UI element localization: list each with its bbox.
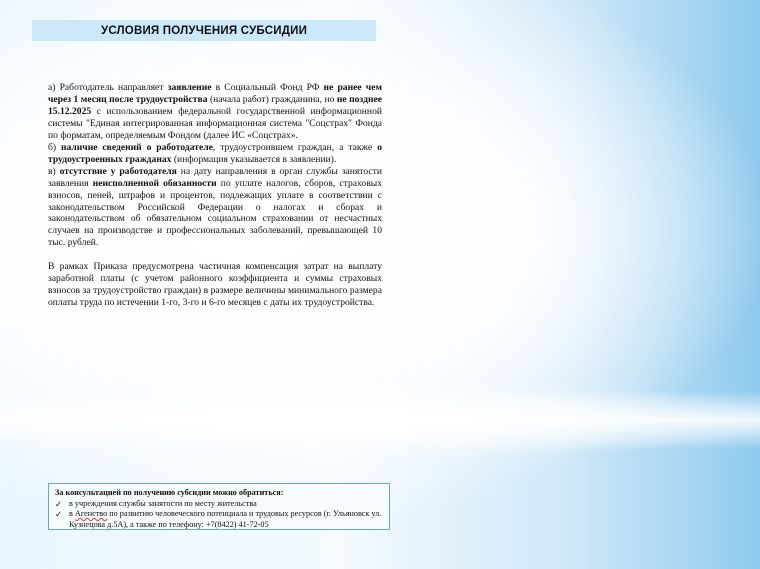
spellcheck-underlined-word: Агенство [74,509,108,518]
condition-c-text-1: на дату направления в орган службы занятости заявления [48,165,382,189]
title-banner [32,20,376,41]
condition-c-prefix: в) [48,165,60,177]
condition-b-bold-2: о трудоустроенных гражданах [48,141,382,165]
condition-a-bold-1: заявление [167,82,212,93]
list-item [55,509,383,530]
condition-b [48,142,382,166]
condition-a [48,82,382,142]
condition-a-text-2: (начала работ) гражданина, но [207,93,337,105]
condition-b-prefix: б) [48,141,61,153]
condition-a-text-1: в Социальный Фонд РФ [211,82,324,93]
background-light-band [0,390,760,450]
consultation-item-lead: в [69,509,75,518]
check-icon: ✓ [55,498,63,509]
consultation-list [55,499,383,531]
check-icon: ✓ [55,509,63,519]
condition-a-bold-2: не ранее чем через 1 месяц после трудоустройства [48,82,382,105]
compensation-paragraph: В рамках Приказа предусмотрена частичная компенсация затрат на выплату заработной платы (с учетом районного коэффициента и суммы страховых взносов за трудоустройство граждан) в размере величины минимального размера оплаты труда по истечении 1-го, 3-го и 6-го месяцев с даты их трудоустройства. [48,261,382,309]
condition-b-text-1: , трудоустроившем граждан, а также [212,141,378,153]
consultation-heading: За консультацией по получению субсидии можно обратиться: [55,488,284,497]
conditions-text [48,82,382,309]
page-title: УСЛОВИЯ ПОЛУЧЕНИЯ СУБСИДИИ [100,24,308,37]
condition-c-bold-1: отсутствие у работодателя [59,165,177,177]
condition-a-text-3: с использованием федеральной государственной информационной системы "Единая интегрированная информационная система "Соцстрах" Фонда по форматам, определяемым Фондом (далее ИС «Соцстрах». [48,105,382,141]
consultation-box [48,483,390,530]
consultation-item-text: в учреждения службы занятости по месту жительства [69,498,257,508]
list-item [55,499,383,510]
condition-b-text-2: (информация указывается в заявлении). [171,153,337,165]
condition-c [48,166,382,250]
consultation-item-text: по развитию человеческого потенциала и трудовых ресурсов (г. Ульяновск ул. Кузнецова д.5А), а также по телефону: +7(8422) 41-72-05 [69,509,382,529]
condition-b-bold-1: наличие сведений о работодателе [60,141,213,153]
condition-c-text-2: по уплате налогов, сборов, страховых взносов, пеней, штрафов и процентов, подлежащих уплате в соответствии с законодательством Российской Федерации о налогах и сборах и законодательством об обязательном социальном страховании от несчастных случаев на производстве и профессиональных заболеваний, превышающей 10 тыс. рублей. [48,177,382,249]
condition-a-bold-3: не позднее 15.12.2025 [48,93,382,117]
condition-a-prefix: а) Работодатель направляет [48,82,168,93]
condition-c-bold-2: неисполненной обязанности [92,177,217,189]
